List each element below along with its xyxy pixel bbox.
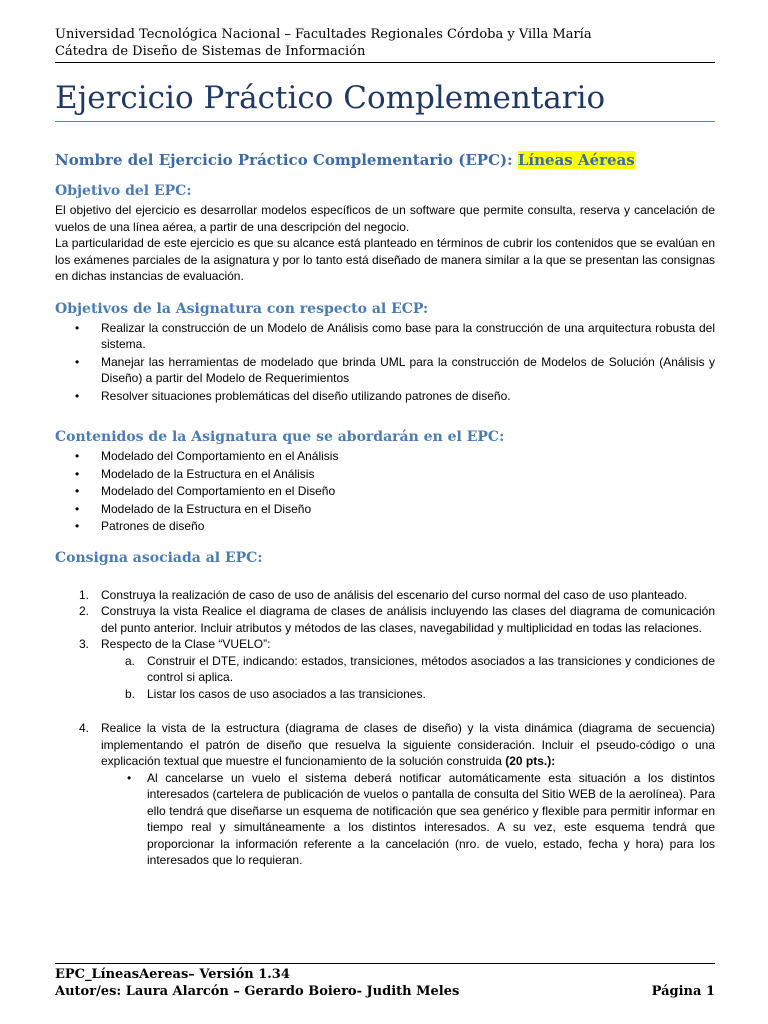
list-item: • Manejar las herramientas de modelado que brinda UML para la construcción de Modelos de Solución (Análisis y Diseño) a partir del Modelo de Requerimientos (75, 354, 715, 385)
bullet-icon: • (75, 320, 80, 335)
list-item: • Modelado de la Estructura en el Análisis (75, 466, 315, 481)
objetivo-heading: Objetivo del EPC: (55, 183, 192, 199)
footer-version: EPC_LíneasAereas– Versión 1.34 (55, 967, 290, 982)
consigna-heading: Consigna asociada al EPC: (55, 549, 263, 566)
contenidos-list (55, 448, 715, 535)
bullet-icon: • (75, 466, 80, 481)
bullet-icon: • (75, 354, 80, 369)
list-item: b. Listar los casos de uso asociados a las transiciones. (125, 686, 426, 701)
list-item: • Patrones de diseño (75, 519, 205, 533)
document-title: Ejercicio Práctico Complementario (55, 80, 606, 116)
page-header (55, 26, 715, 60)
list-item: 3. Respecto de la Clase “VUELO”: a. Construir el DTE, indicando: estados, transiciones, métodos asociados a las transiciones y condiciones de control si aplica. b. Listar los casos de uso asociados a las transiciones. (55, 636, 715, 702)
list-item: • Modelado del Comportamiento en el Análisis (75, 449, 339, 463)
footer-authors: Autor/es: Laura Alarcón – Gerardo Boiero- Judith Meles (55, 984, 460, 999)
contenidos-heading: Contenidos de la Asignatura que se abordarán en el EPC: (55, 429, 505, 445)
bullet-icon: • (75, 501, 80, 516)
bullet-icon: • (75, 449, 80, 463)
footer-divider (55, 963, 715, 964)
epc-name-prefix: Nombre del Ejercicio Práctico Complementario (EPC): (55, 151, 518, 169)
list-item: • Resolver situaciones problemáticas del diseño utilizando patrones de diseño. (75, 388, 511, 403)
bullet-icon: • (75, 484, 80, 498)
list-item: a. Construir el DTE, indicando: estados, transiciones, métodos asociados a las transiciones y condiciones de control si aplica. (125, 653, 715, 684)
list-item: 1. Construya la realización de caso de uso de análisis del escenario del curso normal del caso de uso planteado. (79, 587, 688, 602)
consigna-sublist (101, 653, 715, 703)
bullet-icon: • (127, 770, 132, 785)
header-university: Universidad Tecnológica Nacional – Facultades Regionales Córdoba y Villa María (55, 27, 592, 42)
list-item: • Realizar la construcción de un Modelo de Análisis como base para la construcción de una arquitectura robusta del sistema. (75, 320, 715, 351)
list-item: • Modelado de la Estructura en el Diseño (75, 501, 312, 516)
footer-page-number: Página 1 (651, 984, 715, 999)
consigna-list (55, 587, 715, 869)
objetivo-paragraph-1: El objetivo del ejercicio es desarrollar modelos específicos de un software que permite consulta, reserva y cancelación de vuelos de una línea aérea, a partir de una descripción del negocio. (55, 203, 715, 234)
epc-name-highlight: Líneas Aéreas (517, 151, 635, 169)
list-item: • Modelado del Comportamiento en el Diseño (75, 484, 336, 498)
bullet-icon: • (75, 388, 80, 403)
title-divider (55, 121, 715, 122)
objetivos-asignatura-heading: Objetivos de la Asignatura con respecto al ECP: (55, 300, 429, 317)
consigna-inner-list (101, 770, 715, 869)
epc-name-heading (55, 150, 715, 170)
document-body (55, 150, 715, 869)
list-item: 2. Construya la vista Realice el diagrama de clases de análisis incluyendo las clases del diagrama de comunicación del punto anterior. Incluir atributos y métodos de las clases, navegabilidad y multiplicidad en todas las relaciones. (79, 604, 715, 635)
list-item: • Al cancelarse un vuelo el sistema deberá notificar automáticamente esta situación a los distintos interesados (cartelera de publicación de vuelos o pantalla de consulta del Sitio WEB de la aerolínea). Para ello tendrá que diseñarse un esquema de notificación que sea genérico y flexible para permitir informar en tiempo real y simultáneamente a los distintos interesados. A su vez, este esquema tendrá que proporcionar la información referente a la cancelación (nro. de vuelo, estado, fecha y hora) para los interesados que lo requieran. (127, 770, 715, 867)
header-divider (55, 62, 715, 63)
objetivos-asignatura-list (55, 320, 715, 405)
points-label: (20 pts.): (505, 754, 556, 768)
page-footer (55, 966, 715, 1000)
list-item: 4. Realice la vista de la estructura (diagrama de clases de diseño) y la vista dinámica (diagrama de secuencia) implementando el patrón de diseño que resuelva la siguiente consideración. Incluir el pseudo-código o una explicación textual que muestre el funcionamiento de la solución construida (20 pts.): • Al cancelarse un vuelo el sistema deberá notificar automáticamente esta situación a los distintos interesados (cartelera de publicación de vuelos o pantalla de consulta del Sitio WEB de la aerolínea). Para ello tendrá que diseñarse un esquema de notificación que sea genérico y flexible para permitir informar en tiempo real y simultáneamente a los distintos interesados. A su vez, este esquema tendrá que proporcionar la información referente a la cancelación (nro. de vuelo, estado, fecha y hora) para los interesados que lo requieran. (55, 720, 715, 869)
objetivo-paragraph-2: La particularidad de este ejercicio es que su alcance está planteado en términos de cubrir los contenidos que se evalúan en los exámenes parciales de la asignatura y por lo tanto está diseñado de manera similar a la que se presentan las consignas en dichas instancias de evaluación. (55, 236, 715, 283)
bullet-icon: • (75, 519, 80, 533)
header-chair: Cátedra de Diseño de Sistemas de Información (55, 44, 366, 59)
